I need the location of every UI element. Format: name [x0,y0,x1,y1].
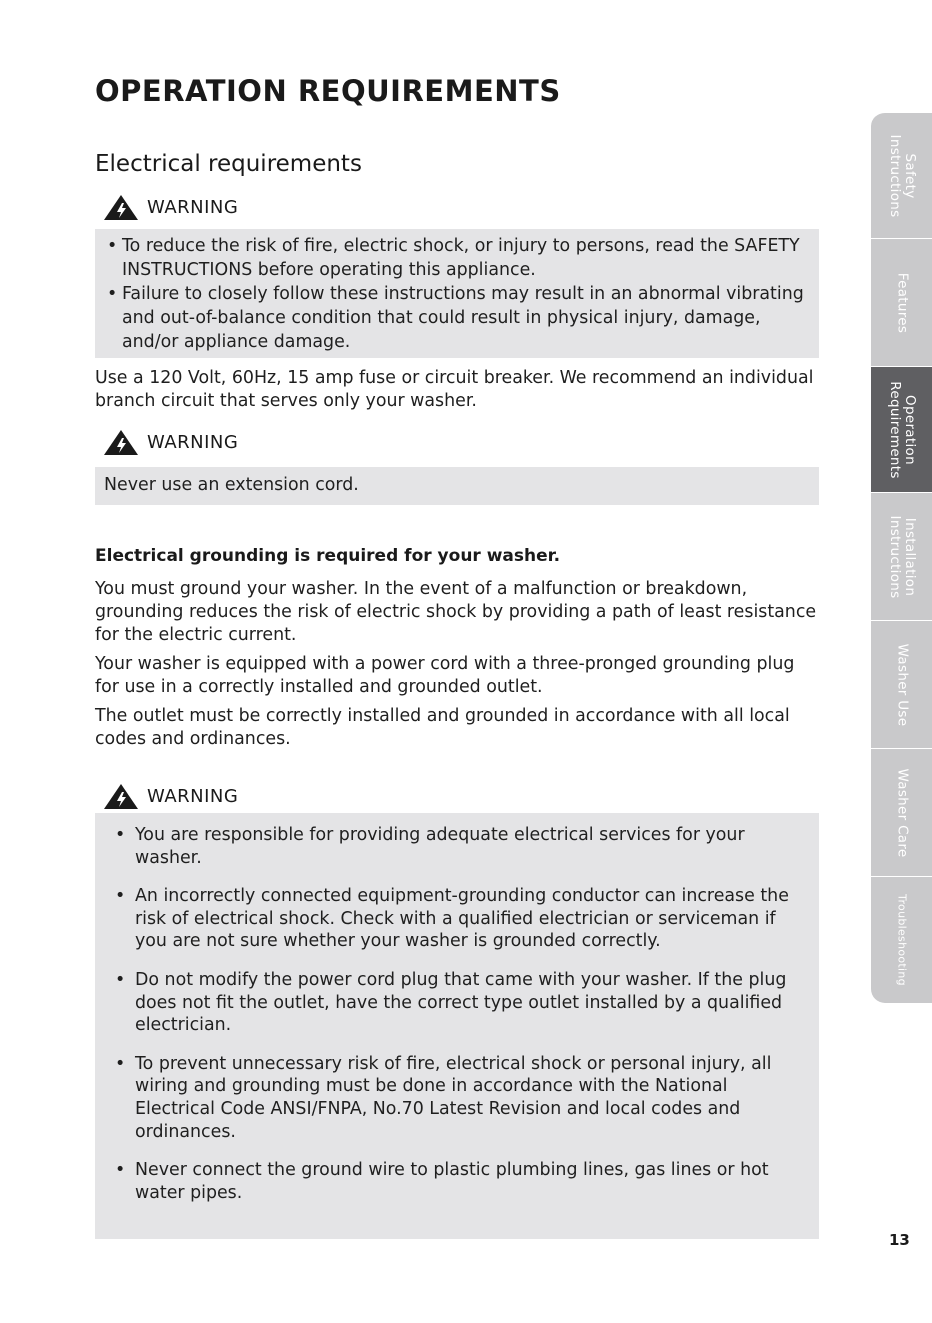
tab-label: Safety Instructions [886,134,918,217]
electrical-requirements-heading: Electrical requirements [95,151,362,177]
warning-header-1 [103,193,238,221]
grounding-heading: Electrical grounding is required for your washer. [95,546,561,566]
warning-bullet: • Do not modify the power cord plug that came with your washer. If the plug does not fit the outlet, have the correct type outlet installed by a qualified electrician. [105,969,809,1037]
electrical-paragraph: Use a 120 Volt, 60Hz, 15 amp fuse or circuit breaker. We recommend an individual branch circuit that serves only your washer. [95,368,814,411]
warning-bullet: • Never connect the ground wire to plastic plumbing lines, gas lines or hot water pipes. [105,1159,809,1204]
tab-washer-care[interactable] [871,748,932,876]
tab-troubleshooting[interactable] [871,876,932,1003]
tab-installation-instructions[interactable] [871,492,932,620]
warning-box-1 [95,229,819,358]
tab-safety-instructions[interactable] [871,112,932,238]
tab-label: Operation Requirements [886,380,918,479]
warning-bullet: • To prevent unnecessary risk of fire, electrical shock or personal injury, all wiring and grounding must be done in accordance with the National Electrical Code ANSI/FNPA, No.70 Latest Revision and local codes and ordinances. [105,1053,809,1143]
tab-features[interactable] [871,238,932,366]
warning-box-2: Never use an extension cord. [95,467,819,505]
warning-electric-shock-icon [103,429,139,456]
grounding-paragraph: The outlet must be correctly installed and grounded in accordance with all local codes and ordinances. [95,706,790,749]
grounding-paragraph: Your washer is equipped with a power cord with a three-pronged grounding plug for use in a correctly installed and grounded outlet. [95,654,795,697]
warning-bullet: • You are responsible for providing adequate electrical services for your washer. [105,824,809,869]
warning-bullet: • To reduce the risk of fire, electric shock, or injury to persons, read the SAFETY INSTRUCTIONS before operating this appliance. [105,234,811,282]
warning-electric-shock-icon [103,194,139,221]
warning-bullet: • An incorrectly connected equipment-grounding conductor can increase the risk of electrical shock. Check with a qualified electrician or serviceman if you are not sure whether your washer is grounded correctly. [105,885,809,953]
warning-label: WARNING [147,785,239,807]
warning-header-3 [103,782,238,810]
warning-box-3 [95,813,819,1239]
warning-header-2 [103,428,238,456]
warning-label: WARNING [147,196,239,218]
page-number: 13 [889,1231,910,1249]
tab-label: Features [894,272,910,333]
warning-electric-shock-icon [103,783,139,810]
tab-operation-requirements[interactable] [871,366,932,492]
tab-label: Installation Instructions [886,515,918,598]
page-title: OPERATION REQUIREMENTS [95,74,561,108]
tab-label: Washer Care [894,767,910,858]
grounding-paragraph: You must ground your washer. In the event of a malfunction or breakdown, grounding reduces the risk of electric shock by providing a path of least resistance for the electric current. [95,579,817,645]
tab-washer-use[interactable] [871,620,932,748]
warning-label: WARNING [147,431,239,453]
tab-label: Troubleshooting [895,894,908,986]
tab-label: Washer Use [894,643,910,726]
warning-bullet: • Failure to closely follow these instructions may result in an abnormal vibrating and out-of-balance condition that could result in physical injury, damage, and/or appliance damage. [105,282,811,354]
